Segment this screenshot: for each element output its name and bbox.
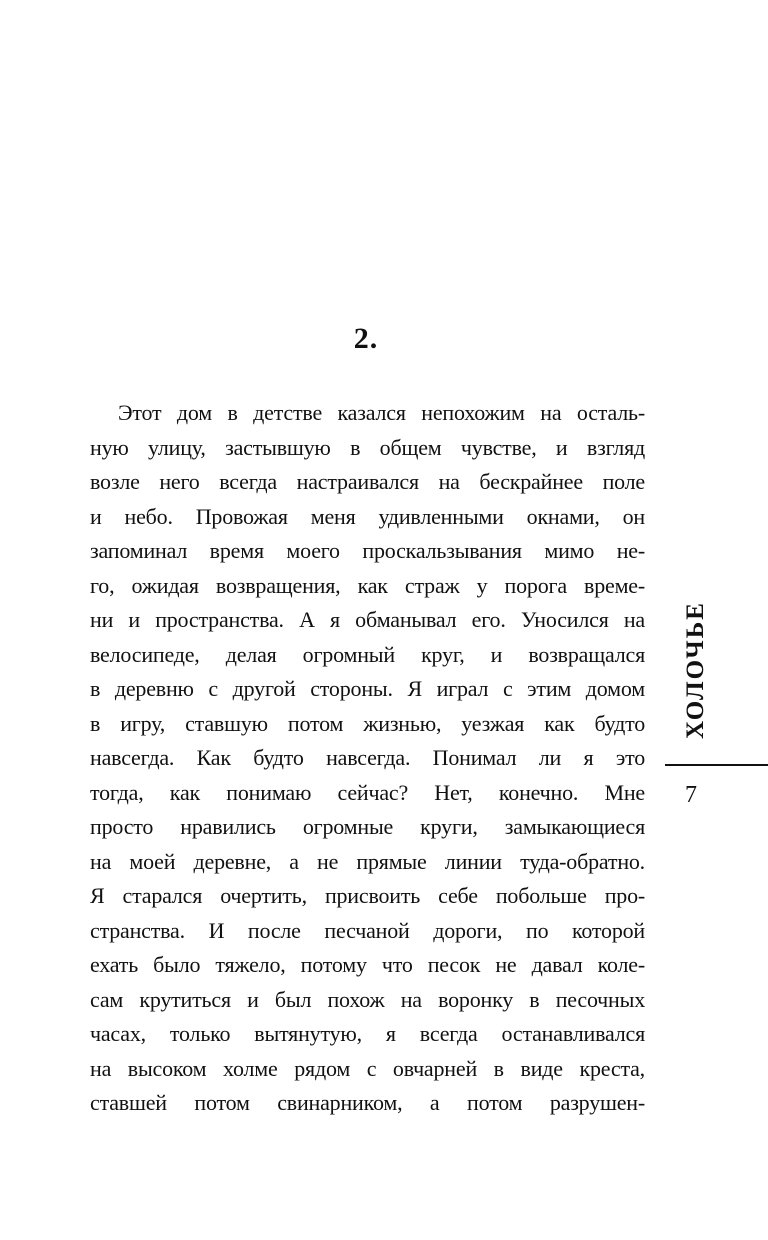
text-line: сам крутиться и был похож на воронку в песочных (90, 986, 645, 1012)
text-line: возле него всегда настраивался на бескрайнее поле (90, 469, 645, 494)
text-line: на высоком холме рядом с овчарней в виде креста, (90, 1055, 645, 1081)
chapter-number: 2. (353, 322, 379, 355)
text-line: запоминал время моего проскальзывания мимо не- (90, 538, 645, 563)
page-number: 7 (685, 782, 697, 808)
text-line: велосипеде, делая огромный круг, и возвращался (90, 641, 645, 667)
text-line: странства. И после песчаной дороги, по которой (90, 917, 645, 943)
text-line: Этот дом в детстве казался непохожим на осталь- (118, 400, 645, 425)
body-paragraph (90, 396, 645, 1121)
text-line: просто нравились огромные круги, замыкающиеся (90, 814, 645, 839)
text-line: часах, только вытянутую, я всегда останавливался (90, 1021, 645, 1046)
running-head-title: ХОЛОЧЬЕ (682, 601, 709, 739)
running-head-rule (665, 764, 768, 766)
text-line: ни и пространства. А я обманывал его. Уносился на (90, 607, 645, 632)
text-line: ехать было тяжело, потому что песок не давал коле- (90, 952, 645, 977)
text-line: ставшей потом свинарником, а потом разрушен- (90, 1090, 645, 1115)
text-line: навсегда. Как будто навсегда. Понимал ли я это (90, 745, 645, 770)
text-line: го, ожидая возвращения, как страж у порога време- (90, 572, 645, 598)
text-line: на моей деревне, а не прямые линии туда-обратно. (90, 848, 645, 874)
text-line: Я старался очертить, присвоить себе побольше про- (90, 883, 645, 908)
text-line: в деревню с другой стороны. Я играл с этим домом (90, 676, 645, 701)
text-line: в игру, ставшую потом жизнью, уезжая как будто (90, 710, 645, 736)
running-head (670, 596, 722, 744)
text-line: ную улицу, застывшую в общем чувстве, и взгляд (90, 434, 645, 460)
text-line: тогда, как понимаю сейчас? Нет, конечно. Мне (90, 779, 645, 805)
text-line: и небо. Провожая меня удивленными окнами, он (90, 503, 645, 529)
